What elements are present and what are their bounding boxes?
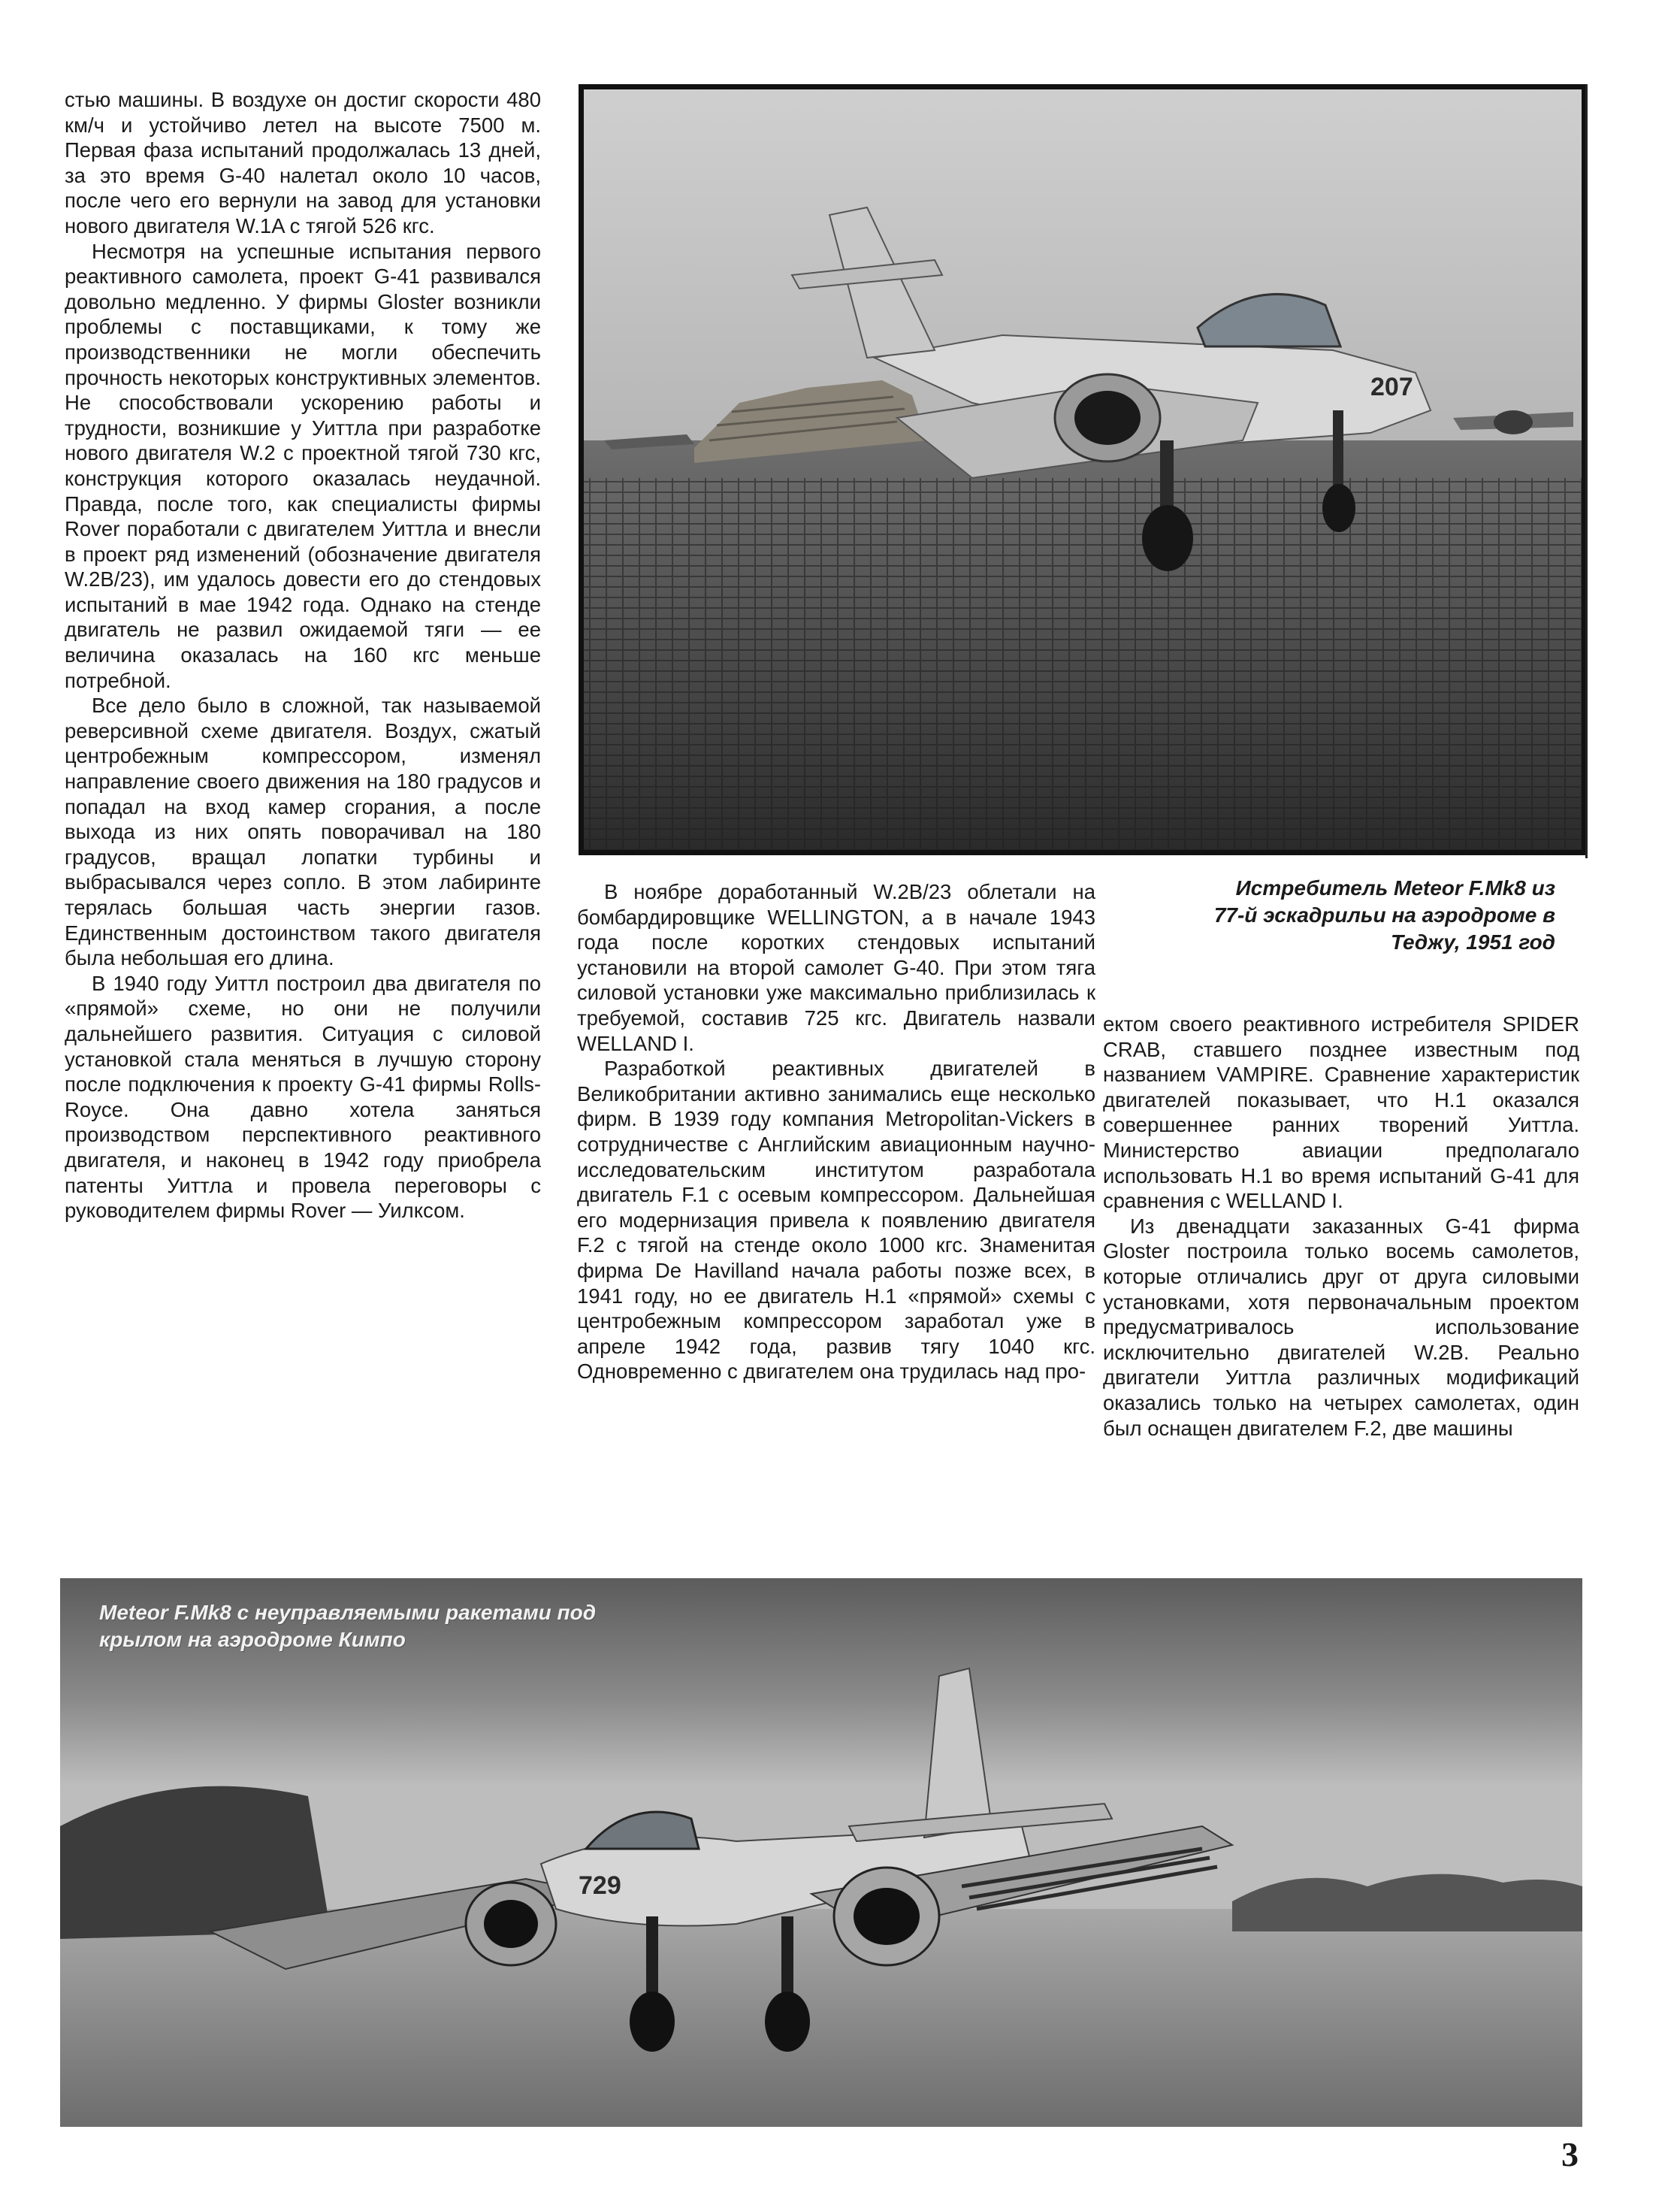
photo-meteor-teju-image: [582, 87, 1584, 852]
page-number: 3: [1561, 2135, 1579, 2173]
photo-caption-top: Истребитель Meteor F.Mk8 из 77-й эскадрильи на аэродроме в Теджу, 1951 год: [1213, 876, 1555, 954]
paragraph: ектом своего реактивного истребителя SPIDER CRAB, ставшего позднее известным под названием VAMPIRE. Сравнение характеристик двигателей показывает, что H.1 оказался совершеннее ранних творений Уиттла. Министерство авиации предполагало использовать H.1 во время испытаний G-41 для сравнения с WELLAND I.: [1103, 1012, 1579, 1213]
paragraph: В 1940 году Уиттл построил два двигателя по «прямой» схеме, но они не получили дальнейшего развития. Ситуация с силовой установкой стала меняться в лучшую сторону после подключения к проекту G-41 фирмы Rolls-Royce. Она давно хотела заняться производством перспективного реактивного двигателя, и наконец в 1942 году приобрела патенты Уиттла и провела переговоры с руководителем фирмы Rover — Уилксом.: [65, 971, 541, 1223]
photo-edge-rule: [1585, 84, 1588, 858]
photo-meteor-kimpo: [60, 1578, 1582, 2127]
paragraph: Из двенадцати заказанных G-41 фирма Gloster построила только восемь самолетов, которые отличались друг от друга силовыми установками, хотя первоначальным проектом предусматривалось использование исключительно двигателей W.2B. Реально двигатели Уиттла различных модификаций оказались только на четырех самолетах, один был оснащен двигателем F.2, две машины: [1103, 1214, 1579, 1440]
photo-meteor-kimpo-image: [60, 1578, 1582, 2127]
paragraph: стью машины. В воздухе он достиг скорости 480 км/ч и устойчиво летел на высоте 7500 м. Первая фаза испытаний продолжалась 13 дней, за это время G-40 налетал около 10 часов, после чего его вернули на завод для установки нового двигателя W.1A с тягой 526 кгс.: [65, 88, 541, 237]
photo-caption-bottom: Meteor F.Mk8 с неуправляемыми ракетами под крылом на аэродроме Кимпо: [99, 1601, 597, 1651]
paragraph: Все дело было в сложной, так называемой реверсивной схеме двигателя. Воздух, сжатый центробежным компрессором, изменял направление своего движения на 180 градусов и попадал на вход камер сгорания, а после выхода из них опять поворачивал на 180 градусов, вращал лопатки турбины и выбрасывался через сопло. В этом лабиринте терялась большая часть энергии газов. Единственным достоинством такого двигателя была небольшая его длина.: [65, 694, 541, 970]
paragraph: В ноябре доработанный W.2B/23 облетали на бомбардировщике WELLINGTON, а в начале 1943 года после коротких стендовых испытаний установили на второй самолет G-40. При этом тяга силовой установки уже максимально приблизилась к требуемой, составив 725 кгс. Двигатель назвали WELLAND I.: [577, 880, 1095, 1055]
paragraph: Несмотря на успешные испытания первого реактивного самолета, проект G-41 развивался довольно медленно. У фирмы Gloster возникли проблемы с поставщиками, к тому же производственники не могли обеспечить прочность некоторых конструктивных элементов. Не способствовали ускорению работы и трудности, возникшие у Уиттла при разработке нового двигателя W.2 с проектной тягой 730 кгс, конструкция которого оказалась неудачной. Правда, после того, как специалисты фирмы Rover поработали с двигателем Уиттла и внесли в проект ряд изменений (обозначение двигателя W.2B/23), им удалось довести его до стендовых испытаний в мае 1942 года. Однако на стенде двигатель не развил ожидаемой тяги — ее величина оказалась на 160 кгс меньше потребной.: [65, 239, 541, 692]
text-column-2: [577, 879, 1095, 1384]
text-column-3: [1103, 1012, 1579, 1441]
photo-meteor-teju: [579, 84, 1587, 855]
aircraft-number-729: 729: [579, 1871, 621, 1900]
aircraft-number-207: 207: [1370, 373, 1413, 401]
paragraph: Разработкой реактивных двигателей в Великобритании активно занимались еще несколько фирм. В 1939 году компания Metropolitan-Vickers в сотрудничестве с Английским авиационным научно-исследовательским институтом разработала двигатель F.1 с осевым компрессором. Дальнейшая его модернизация привела к появлению двигателя F.2 с тягой на стенде около 1000 кгс. Знаменитая фирма De Havilland начала работы позже всех, в 1941 году, но ее двигатель H.1 «прямой» схемы с центробежным компрессором заработал уже в апреле 1942 года, развив тягу 1040 кгс. Одновременно с двигателем она трудилась над про-: [577, 1057, 1095, 1384]
text-column-1: [65, 87, 541, 1223]
